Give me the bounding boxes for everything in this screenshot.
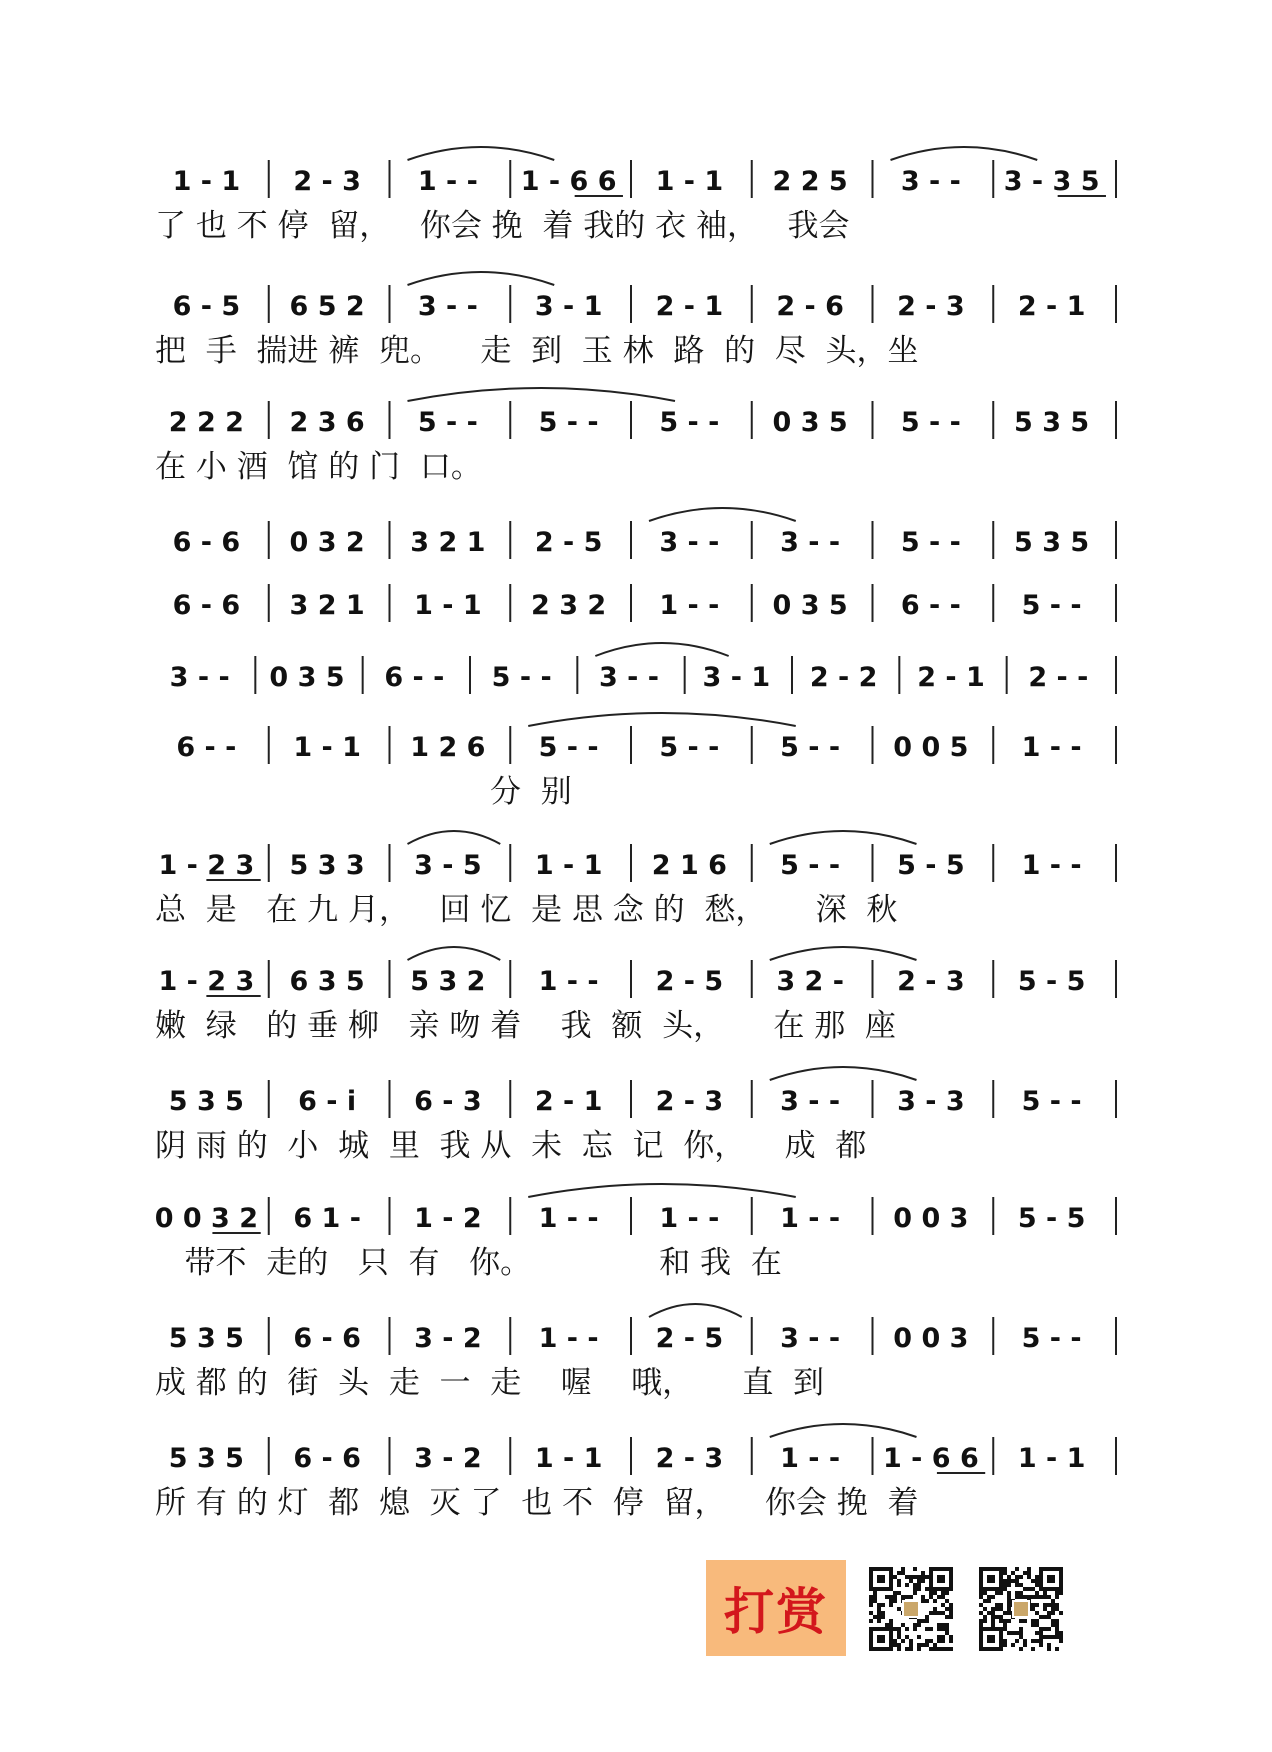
- measure-notes: 5 - 5: [897, 850, 965, 881]
- measure-notes: 5 - -: [1021, 1323, 1082, 1354]
- measure-notes: 2 - 3: [655, 1086, 724, 1117]
- tie-arc: [408, 147, 555, 160]
- measure-notes: 1 - -: [1021, 732, 1082, 763]
- measure-notes: 6 - 5: [172, 291, 241, 322]
- measure-notes: 3 - -: [417, 291, 478, 322]
- measure-notes: 0 0 5: [893, 732, 969, 763]
- tie-arc: [408, 388, 676, 401]
- measure-notes: 1 - 1: [534, 850, 603, 881]
- measure-notes: 1 - 2: [414, 1203, 482, 1234]
- tie-arc: [408, 272, 555, 285]
- measure-notes: 5 3 5: [168, 1443, 244, 1474]
- measure-notes: 2 - 5: [655, 1323, 724, 1354]
- lyric-line: 带不 走的 只 有 你。 和 我 在: [155, 1245, 782, 1281]
- measure-notes: 3 - 2: [414, 1443, 482, 1474]
- tie-arc: [595, 643, 728, 656]
- measure-notes: 5 - -: [1021, 1086, 1082, 1117]
- measure-notes: 5 - -: [900, 407, 961, 438]
- measure-notes: 2 - 3: [897, 291, 965, 322]
- measure-notes: 5 - -: [780, 850, 841, 881]
- measure-notes: 6 - 6: [172, 590, 241, 621]
- measure-notes: 2 - 3: [293, 166, 361, 197]
- measure-notes: 5 - -: [659, 407, 720, 438]
- measure-notes: 1 - -: [659, 590, 720, 621]
- measure-notes: 5 - 5: [1017, 1203, 1086, 1234]
- tie-arc: [408, 831, 501, 844]
- measure-notes: 3 - -: [780, 527, 841, 558]
- measure-notes: 5 - -: [538, 732, 599, 763]
- measure-notes: 1 - -: [1021, 850, 1082, 881]
- measure-notes: 0 0 3: [893, 1323, 969, 1354]
- measure-notes: 5 - -: [491, 662, 552, 693]
- measure-notes: 3 - -: [599, 662, 659, 693]
- measure-notes: 1 - -: [780, 1443, 841, 1474]
- measure-notes: 5 - -: [780, 732, 841, 763]
- measure-notes: 1 - -: [538, 966, 599, 997]
- measure-notes: 2 - 2: [809, 662, 878, 693]
- measure-notes: 5 3 5: [1014, 407, 1090, 438]
- measure-notes: 5 - 5: [1017, 966, 1086, 997]
- measure-notes: 3 - 2: [414, 1323, 482, 1354]
- measure-notes: 6 5 2: [289, 291, 365, 322]
- lyric-line: 分 别: [155, 774, 572, 810]
- measure-notes: 1 - 6 6: [520, 166, 617, 197]
- measure-notes: 6 - 3: [414, 1086, 482, 1117]
- measure-notes: 1 - 6 6: [882, 1443, 979, 1474]
- measure-notes: 6 - -: [176, 732, 237, 763]
- measure-notes: 3 - -: [659, 527, 720, 558]
- measure-notes: 2 3 6: [289, 407, 365, 438]
- measure-notes: 0 3 5: [772, 407, 848, 438]
- measure-notes: 1 - -: [538, 1203, 599, 1234]
- measure-notes: 0 0 3: [893, 1203, 969, 1234]
- measure-notes: 2 - 1: [534, 1086, 603, 1117]
- measure-notes: 5 - -: [538, 407, 599, 438]
- measure-notes: 2 - 1: [1017, 291, 1086, 322]
- measure-notes: 3 2 -: [776, 966, 844, 997]
- measure-notes: 3 - 3: [897, 1086, 965, 1117]
- measure-notes: 2 - 5: [534, 527, 603, 558]
- measure-notes: 1 - -: [659, 1203, 720, 1234]
- measure-notes: 2 1 6: [651, 850, 727, 881]
- lyric-line: 成 都 的 街 头 走 一 走 喔 哦， 直 到: [155, 1365, 825, 1401]
- lyric-line: 总 是 在 九 月， 回 忆 是 思 念 的 愁， 深 秋: [155, 892, 898, 928]
- measure-notes: 6 - -: [900, 590, 961, 621]
- lyric-line: 在 小 酒 馆 的 门 口。: [155, 449, 482, 485]
- measure-notes: 3 - 5: [414, 850, 482, 881]
- measure-notes: 5 - -: [417, 407, 478, 438]
- measure-notes: 6 - -: [384, 662, 445, 693]
- measure-notes: 3 - -: [780, 1086, 841, 1117]
- measure-notes: 6 - 6: [293, 1323, 361, 1354]
- measure-notes: 0 0 3 2: [154, 1203, 259, 1234]
- tie-arc: [770, 831, 917, 844]
- measure-notes: 2 - 5: [655, 966, 724, 997]
- measure-notes: 2 2 2: [168, 407, 244, 438]
- lyric-line: 把 手 揣进 裤 兜。 走 到 玉 林 路 的 尽 头，坐: [155, 333, 919, 369]
- measure-notes: 5 3 5: [168, 1086, 244, 1117]
- measure-notes: 5 3 3: [289, 850, 365, 881]
- measure-notes: 5 3 2: [410, 966, 486, 997]
- measure-notes: 6 1 -: [293, 1203, 361, 1234]
- measure-notes: 6 - i: [298, 1086, 357, 1117]
- measure-notes: 1 - 1: [293, 732, 361, 763]
- measure-notes: 1 - 2 3: [158, 966, 255, 997]
- measure-notes: 0 3 5: [269, 662, 345, 693]
- tie-arc: [649, 1304, 742, 1317]
- measure-notes: 3 - -: [780, 1323, 841, 1354]
- lyric-line: 所 有 的 灯 都 熄 灭 了 也 不 停 留， 你会 挽 着: [155, 1485, 919, 1521]
- measure-notes: 2 - -: [1028, 662, 1089, 693]
- measure-notes: 5 - -: [659, 732, 720, 763]
- measure-notes: 2 3 2: [531, 590, 607, 621]
- measure-notes: 6 3 5: [289, 966, 365, 997]
- tie-arc: [770, 947, 917, 960]
- reward-label: 打赏: [724, 1583, 828, 1641]
- lyric-line: 嫩 绿 的 垂 柳 亲 吻 着 我 额 头， 在 那 座: [155, 1008, 896, 1044]
- measure-notes: 3 - -: [900, 166, 961, 197]
- measure-notes: 1 - -: [780, 1203, 841, 1234]
- measure-notes: 5 - -: [900, 527, 961, 558]
- measure-notes: 0 3 5: [772, 590, 848, 621]
- lyric-line: 了 也 不 停 留， 你会 挽 着 我的 衣 袖， 我会: [155, 208, 850, 244]
- measure-notes: 3 2 1: [410, 527, 486, 558]
- measure-notes: 2 - 1: [655, 291, 724, 322]
- measure-notes: 1 2 6: [410, 732, 486, 763]
- measure-notes: 1 - -: [417, 166, 478, 197]
- measure-notes: 3 - 1: [702, 662, 771, 693]
- lyric-line: 阴 雨 的 小 城 里 我 从 未 忘 记 你， 成 都: [155, 1128, 867, 1164]
- measure-notes: 5 3 5: [168, 1323, 244, 1354]
- measure-notes: 1 - -: [538, 1323, 599, 1354]
- measure-notes: 1 - 1: [1017, 1443, 1086, 1474]
- qr-code-icon: [868, 1566, 954, 1652]
- measure-notes: 2 - 3: [897, 966, 965, 997]
- measure-notes: 3 - 1: [534, 291, 603, 322]
- reward-button[interactable]: [706, 1560, 846, 1656]
- measure-notes: 6 - 6: [172, 527, 241, 558]
- measure-notes: 3 2 1: [289, 590, 365, 621]
- tie-arc: [891, 147, 1038, 160]
- measure-notes: 2 - 1: [917, 662, 985, 693]
- measure-notes: 2 - 3: [655, 1443, 724, 1474]
- measure-notes: 1 - 2 3: [158, 850, 255, 881]
- measure-notes: 1 - 1: [172, 166, 241, 197]
- measure-notes: 3 - -: [169, 662, 230, 693]
- tie-arc: [408, 947, 501, 960]
- measure-notes: 0 3 2: [289, 527, 365, 558]
- tie-arc: [528, 713, 796, 726]
- measure-notes: 2 - 6: [776, 291, 844, 322]
- measure-notes: 1 - 1: [655, 166, 724, 197]
- measure-notes: 5 3 5: [1014, 527, 1090, 558]
- tie-arc: [770, 1067, 917, 1080]
- tie-arc: [649, 508, 796, 521]
- tie-arc: [528, 1184, 796, 1197]
- measure-notes: 5 - -: [1021, 590, 1082, 621]
- measure-notes: 1 - 1: [534, 1443, 603, 1474]
- measure-notes: 2 2 5: [772, 166, 848, 197]
- qr-code-icon: [978, 1566, 1064, 1652]
- measure-notes: 6 - 6: [293, 1443, 361, 1474]
- measure-notes: 3 - 3 5: [1003, 166, 1100, 197]
- measure-notes: 1 - 1: [414, 590, 482, 621]
- tie-arc: [770, 1424, 917, 1437]
